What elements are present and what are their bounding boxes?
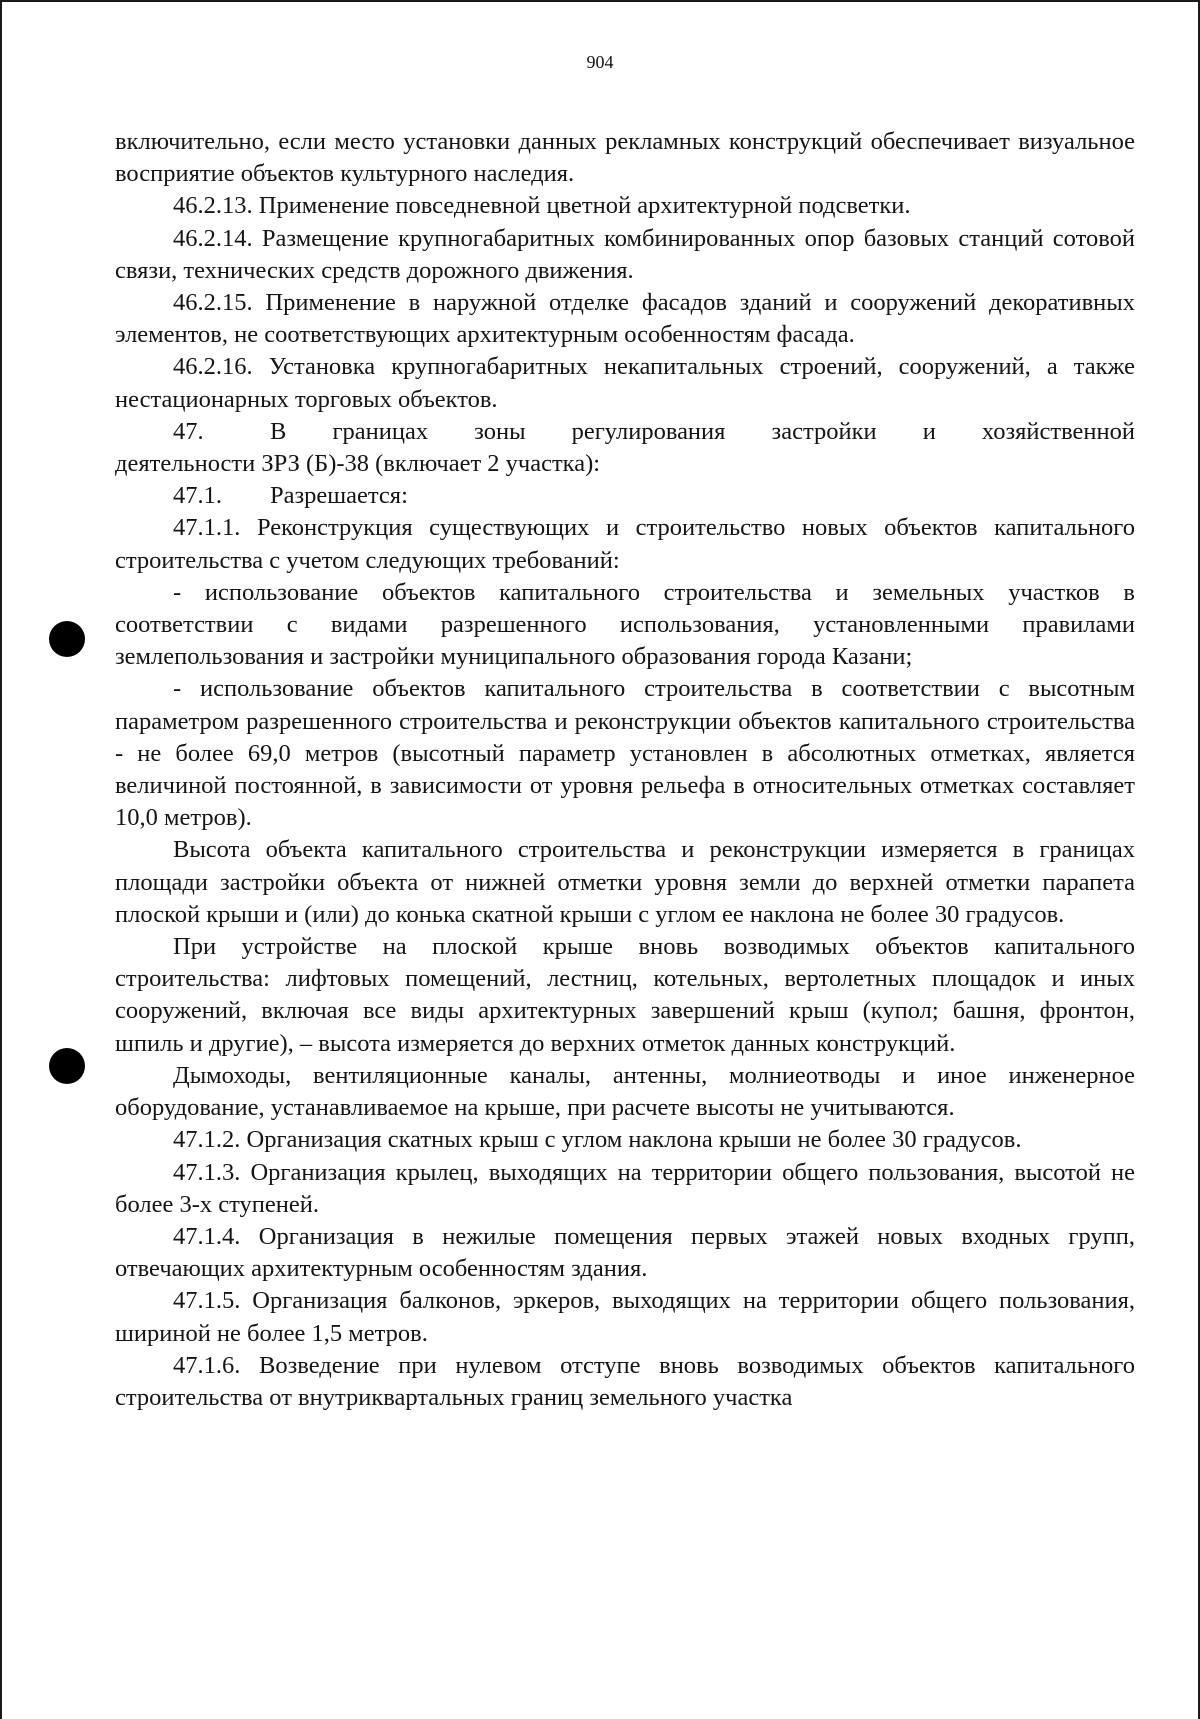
section-47-continuation: деятельности ЗРЗ (Б)-38 (включает 2 участка): — [115, 450, 601, 478]
binder-hole-mark — [49, 1048, 85, 1084]
page-number: 904 — [586, 52, 614, 72]
section-47-1-heading — [115, 480, 1135, 512]
list-item: - использование объектов капитального строительства в соответствии с высотным параметром разрешенного строительства и реконструкции объектов капитального строительства - не более 69,0 метров (высотный параметр установлен в абсолютных отметках, является величиной постоянной, в зависимости от уровня рельефа в относительных отметках составляет 10,0 метров). — [115, 675, 1135, 832]
section-number: 47.1. — [173, 482, 222, 510]
paragraph: включительно, если место установки данных рекламных конструкций обеспечивает визуальное восприятие объектов культурного наследия. — [115, 128, 1135, 188]
body-text — [115, 126, 1135, 1414]
paragraph: Высота объекта капитального строительства и реконструкции измеряется в границах площади застройки объекта от нижней отметки уровня земли до верхней отметки парапета плоской крыши и (или) до конька скатной крыши с углом ее наклона не более 30 градусов. — [115, 836, 1135, 928]
paragraph-47-1-3: 47.1.3. Организация крылец, выходящих на территории общего пользования, высотой не более 3-х ступеней. — [115, 1158, 1135, 1218]
paragraph: Дымоходы, вентиляционные каналы, антенны, молниеотводы и иное инженерное оборудование, устанавливаемое на крыше, при расчете высоты не учитываются. — [115, 1061, 1135, 1122]
paragraph-46-2-13: 46.2.13. Применение повседневной цветной архитектурной подсветки. — [173, 192, 911, 220]
paragraph-46-2-16: 46.2.16. Установка крупногабаритных некапитальных строений, сооружений, а также нестационарных торговых объектов. — [115, 353, 1135, 413]
paragraph-46-2-14: 46.2.14. Размещение крупногабаритных комбинированных опор базовых станций сотовой связи, технических средств дорожного движения. — [115, 224, 1135, 284]
section-47-heading — [115, 416, 1135, 448]
section-text: В границах зоны регулирования застройки и хозяйственной — [270, 417, 1135, 445]
paragraph-47-1-6: 47.1.6. Возведение при нулевом отступе вновь возводимых объектов капитального строительства от внутриквартальных границ земельного участка — [115, 1351, 1135, 1411]
paragraph-47-1-4: 47.1.4. Организация в нежилые помещения первых этажей новых входных групп, отвечающих архитектурным особенностям здания. — [115, 1222, 1135, 1283]
section-number: 47. — [173, 417, 204, 445]
paragraph-47-1-5: 47.1.5. Организация балконов, эркеров, выходящих на территории общего пользования, шириной не более 1,5 метров. — [115, 1287, 1135, 1347]
paragraph-47-1-2: 47.1.2. Организация скатных крыш с углом наклона крыши не более 30 градусов. — [173, 1126, 1022, 1154]
paragraph: При устройстве на плоской крыше вновь возводимых объектов капитального строительства: лифтовых помещений, лестниц, котельных, вертолетных площадок и иных сооружений, включая все виды архитектурных завершений крыш (купол; башня, фронтон, шпиль и другие), – высота измеряется до верхних отметок данных конструкций. — [115, 933, 1135, 1057]
paragraph-46-2-15: 46.2.15. Применение в наружной отделке фасадов зданий и сооружений декоративных элементов, не соответствующих архитектурным особенностям фасада. — [115, 289, 1135, 349]
paragraph-47-1-1: 47.1.1. Реконструкция существующих и строительство новых объектов капитального строительства с учетом следующих требований: — [115, 514, 1135, 574]
list-item: - использование объектов капитального строительства и земельных участков в соответствии с видами разрешенного использования, установленными правилами землепользования и застройки муниципального образования города Казани; — [115, 578, 1135, 671]
binder-hole-mark — [49, 621, 85, 657]
section-text: Разрешается: — [270, 482, 408, 510]
